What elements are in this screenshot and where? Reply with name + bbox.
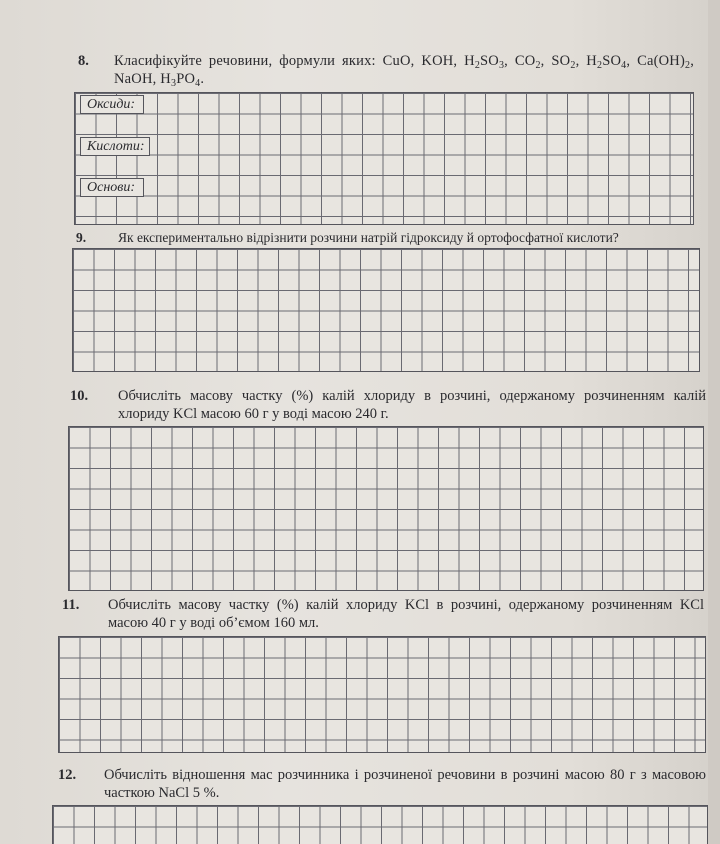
task-number: 11. bbox=[62, 597, 80, 613]
task-text: Обчисліть відношення мас розчинника і розчиненої речовини в розчині масою 80 г з масовою часткою NaCl 5 %. bbox=[104, 767, 706, 801]
task-number: 8. bbox=[78, 53, 89, 69]
label-bases: Основи: bbox=[80, 178, 144, 197]
task-text: Класифікуйте речовини, формули яких: CuO, KOH, $H_2SO_3$, $CO_2$, $SO_2$, $H_2SO_4$, $Ca(OH)_2$, NaOH, $H_3PO_4$. bbox=[114, 53, 695, 89]
answer-grid-10[interactable] bbox=[68, 426, 704, 591]
task-text: Обчисліть масову частку (%) калій хлориду KCl в розчині, одержаному розчиненням KCl масою 40 г у воді об’ємом 160 мл. bbox=[108, 597, 704, 631]
task-text: Як експериментально відрізнити розчини натрій гідроксиду й ортофосфатної кислоти? bbox=[118, 230, 619, 245]
task-number: 12. bbox=[58, 767, 77, 783]
task-text: Обчисліть масову частку (%) калій хлориду в розчині, одержаному розчиненням калій хлориду KCl масою 60 г у воді масою 240 г. bbox=[118, 388, 706, 422]
answer-grid-11[interactable] bbox=[58, 636, 706, 753]
label-oxides: Оксиди: bbox=[80, 95, 144, 114]
task-number: 10. bbox=[70, 388, 89, 404]
answer-grid-9[interactable] bbox=[72, 248, 700, 372]
answer-grid-8[interactable] bbox=[74, 92, 694, 225]
task-number: 9. bbox=[76, 230, 87, 245]
answer-grid-12[interactable] bbox=[52, 805, 708, 844]
label-acids: Кислоти: bbox=[80, 137, 150, 156]
